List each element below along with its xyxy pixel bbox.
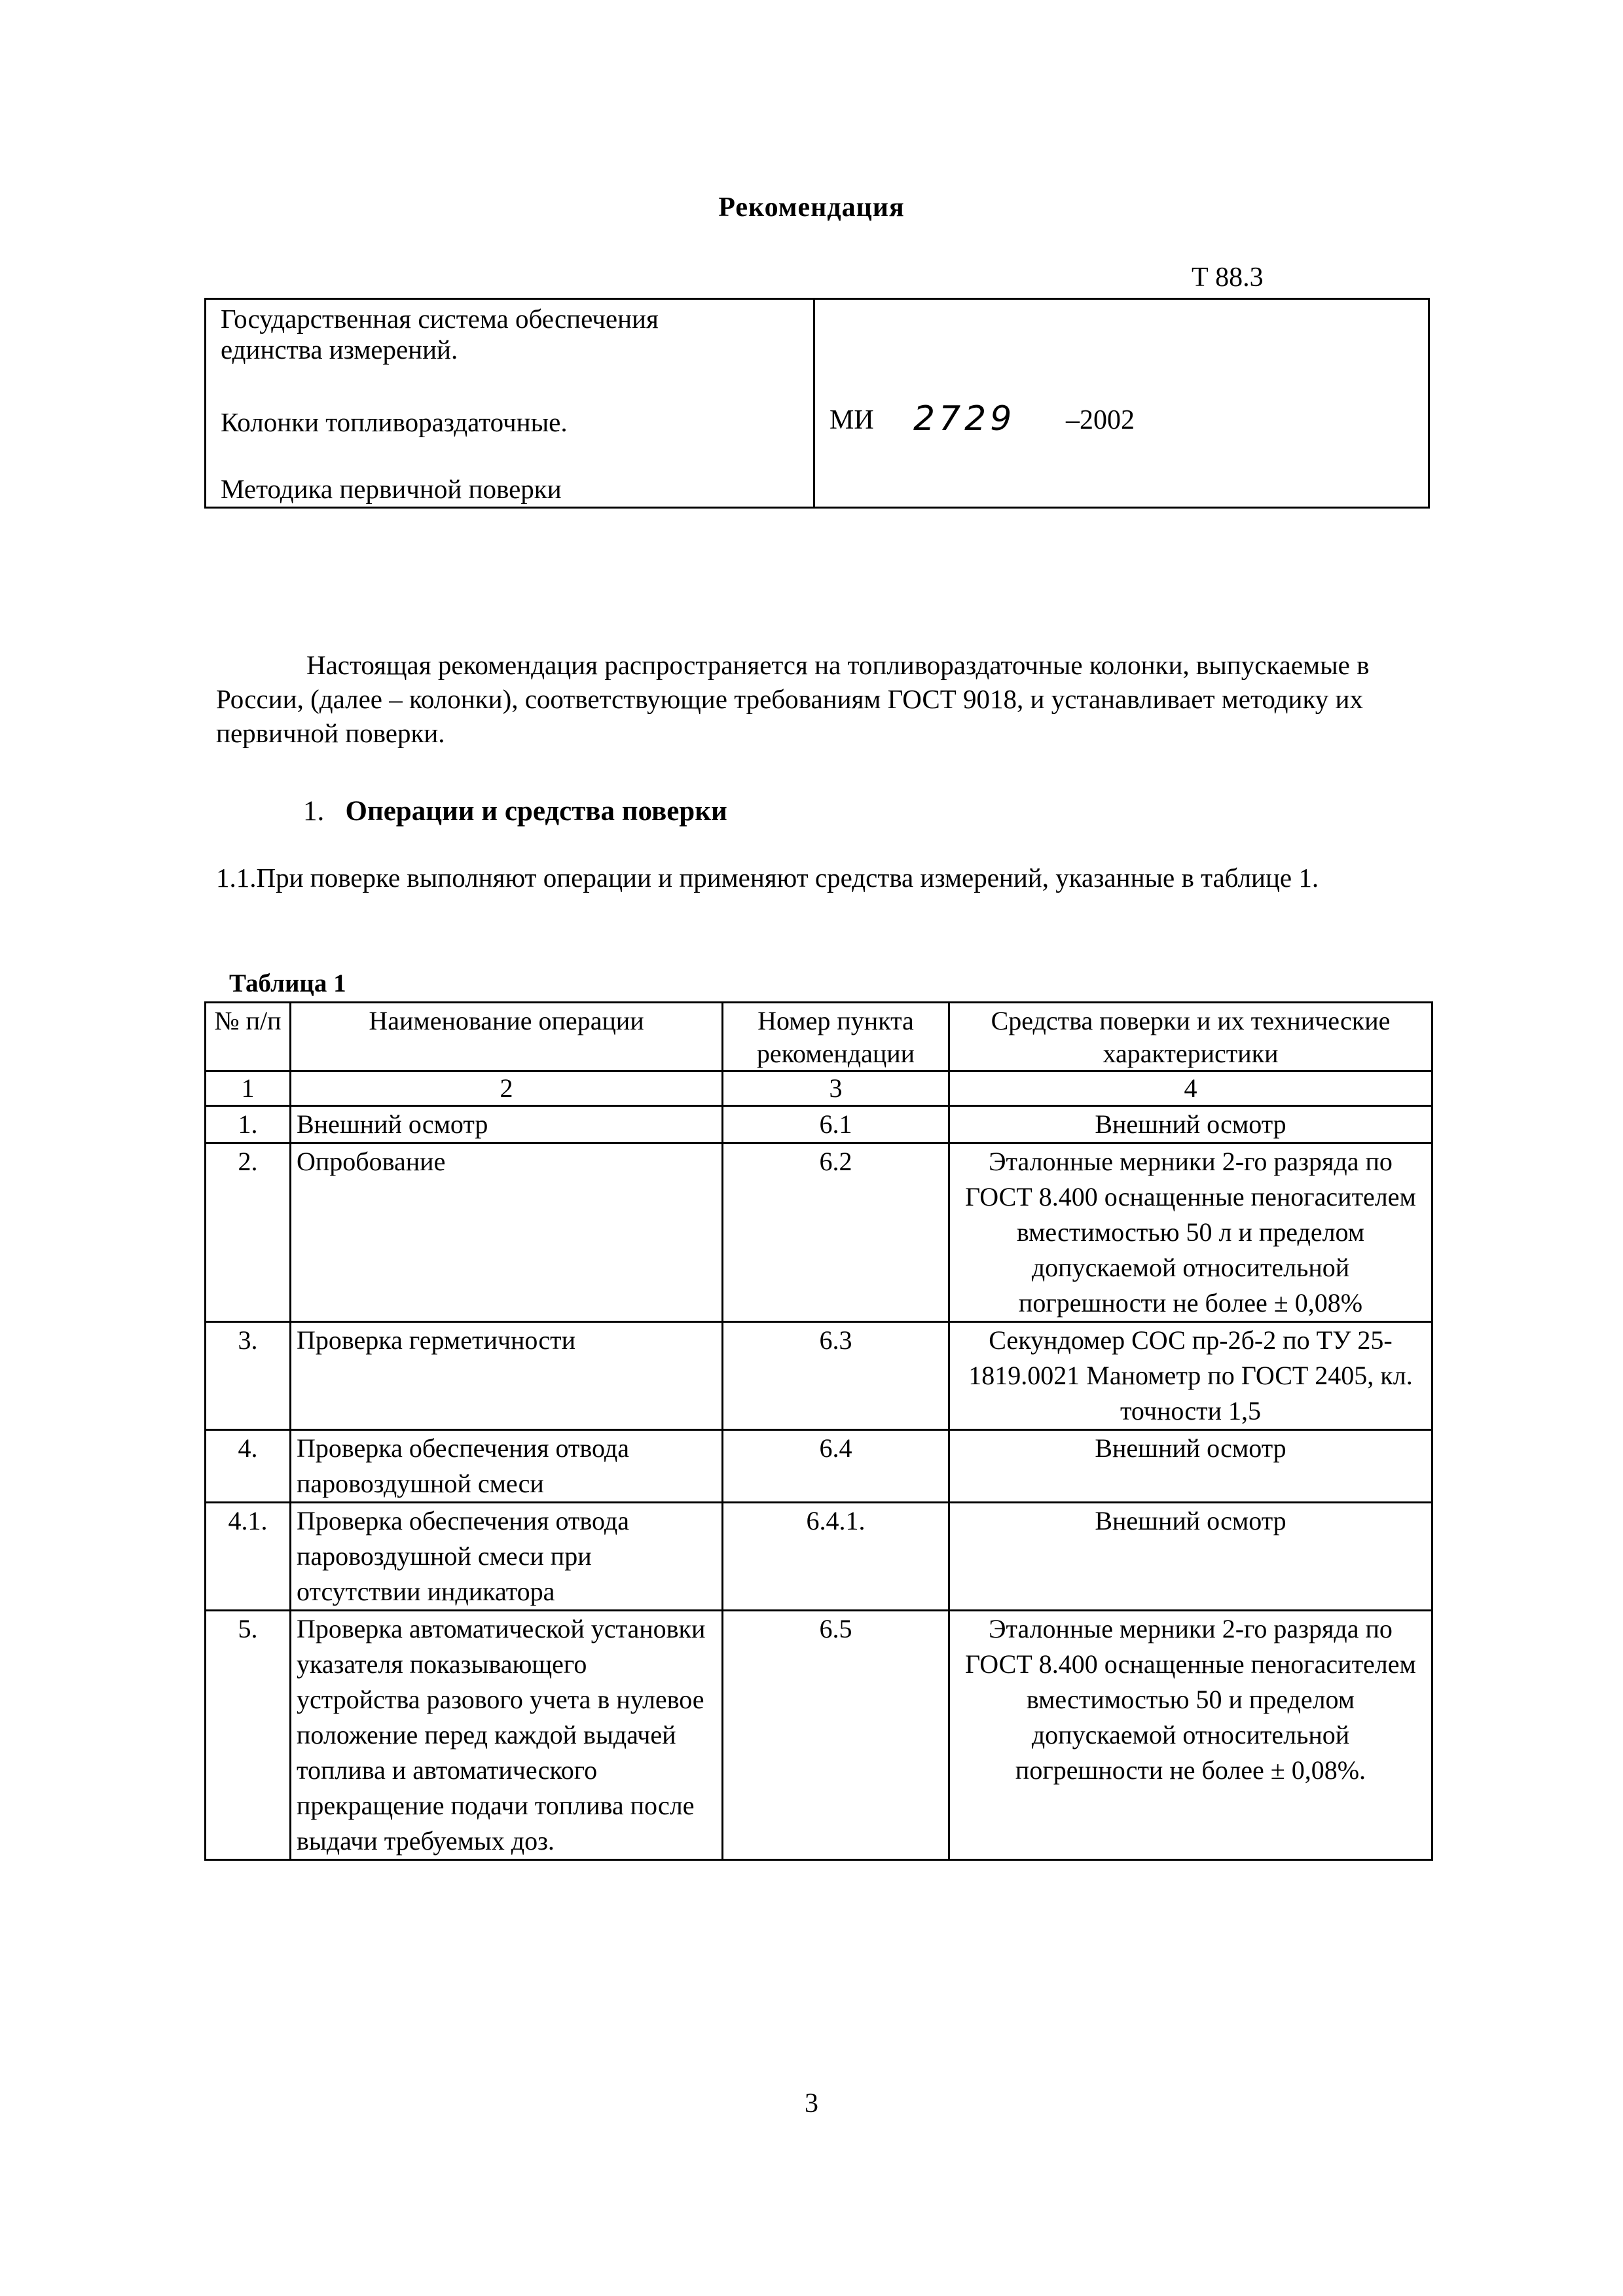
table-row — [206, 1503, 1432, 1611]
document-heading: Рекомендация — [718, 192, 905, 223]
column-number: 2 — [291, 1071, 723, 1106]
mi-number-handwritten: 2729 — [913, 399, 1016, 439]
section-number: 1. — [303, 796, 325, 827]
table-row — [206, 1430, 1432, 1503]
table-column-number-row — [206, 1071, 1432, 1106]
row-means: Внешний осмотр — [949, 1106, 1432, 1143]
table-caption: Таблица 1 — [229, 969, 346, 997]
section-heading — [303, 795, 727, 827]
header-means: Средства поверки и их технические характеристики — [949, 1003, 1432, 1071]
mi-year: –2002 — [1066, 405, 1135, 435]
row-number: 4. — [206, 1430, 291, 1503]
header-operation: Наименование операции — [291, 1003, 723, 1071]
row-item: 6.2 — [723, 1143, 949, 1322]
column-number: 1 — [206, 1071, 291, 1106]
title-block-right-cell — [815, 300, 1428, 507]
table-row — [206, 1106, 1432, 1143]
row-means: Внешний осмотр — [949, 1503, 1432, 1611]
row-means: Эталонные мерники 2-го разряда по ГОСТ 8.400 оснащенные пеногасителем вместимостью 50 и пределом допускаемой относительной погрешности не более ± 0,08%. — [949, 1611, 1432, 1860]
table-row — [206, 1143, 1432, 1322]
mi-label: МИ — [830, 405, 874, 435]
title-block — [204, 298, 1430, 509]
row-item: 6.5 — [723, 1611, 949, 1860]
row-item: 6.3 — [723, 1322, 949, 1430]
operations-table — [204, 1001, 1433, 1861]
intro-paragraph-text: Настоящая рекомендация распространяется на топливораздаточные колонки, выпускаемые в России, (далее – колонки), соответствующие требованиям ГОСТ 9018, и устанавливает методику их первичной поверки. — [216, 650, 1370, 748]
intro-paragraph — [216, 648, 1414, 750]
title-line-subject: Колонки топливораздаточные. — [221, 407, 568, 437]
row-number: 4.1. — [206, 1503, 291, 1611]
row-number: 3. — [206, 1322, 291, 1430]
row-operation: Проверка автоматической установки указателя показывающего устройства разового учета в нулевое положение перед каждой выдачей топлива и автоматического прекращение подачи топлива после выдачи требуемых доз. — [291, 1611, 723, 1860]
clause-1-1: 1.1.При поверке выполняют операции и применяют средства измерений, указанные в таблице 1. — [216, 863, 1319, 893]
row-means: Эталонные мерники 2-го разряда по ГОСТ 8.400 оснащенные пеногасителем вместимостью 50 л и пределом допускаемой относительной погрешности не более ± 0,08% — [949, 1143, 1432, 1322]
title-line-unity: единства измерений. — [221, 334, 458, 365]
row-item: 6.4 — [723, 1430, 949, 1503]
row-operation: Опробование — [291, 1143, 723, 1322]
title-line-method: Методика первичной поверки — [221, 474, 562, 504]
section-title: Операции и средства поверки — [345, 796, 727, 827]
table-row — [206, 1322, 1432, 1430]
row-means: Внешний осмотр — [949, 1430, 1432, 1503]
row-number: 2. — [206, 1143, 291, 1322]
row-operation: Проверка герметичности — [291, 1322, 723, 1430]
table-header-row — [206, 1003, 1432, 1071]
row-item: 6.1 — [723, 1106, 949, 1143]
row-item: 6.4.1. — [723, 1503, 949, 1611]
title-block-left-cell — [206, 300, 815, 507]
row-number: 5. — [206, 1611, 291, 1860]
row-operation: Проверка обеспечения отвода паровоздушной смеси при отсутствии индикатора — [291, 1503, 723, 1611]
page-number: 3 — [805, 2089, 818, 2119]
table-row — [206, 1611, 1432, 1860]
document-code: Т 88.3 — [1192, 262, 1264, 293]
row-operation: Внешний осмотр — [291, 1106, 723, 1143]
column-number: 3 — [723, 1071, 949, 1106]
header-item: Номер пункта рекомендации — [723, 1003, 949, 1071]
row-operation: Проверка обеспечения отвода паровоздушной смеси — [291, 1430, 723, 1503]
column-number: 4 — [949, 1071, 1432, 1106]
title-line-system: Государственная система обеспечения — [221, 304, 659, 334]
row-number: 1. — [206, 1106, 291, 1143]
row-means: Секундомер СОС пр-2б-2 по ТУ 25-1819.0021 Манометр по ГОСТ 2405, кл. точности 1,5 — [949, 1322, 1432, 1430]
header-number: № п/п — [206, 1003, 291, 1071]
